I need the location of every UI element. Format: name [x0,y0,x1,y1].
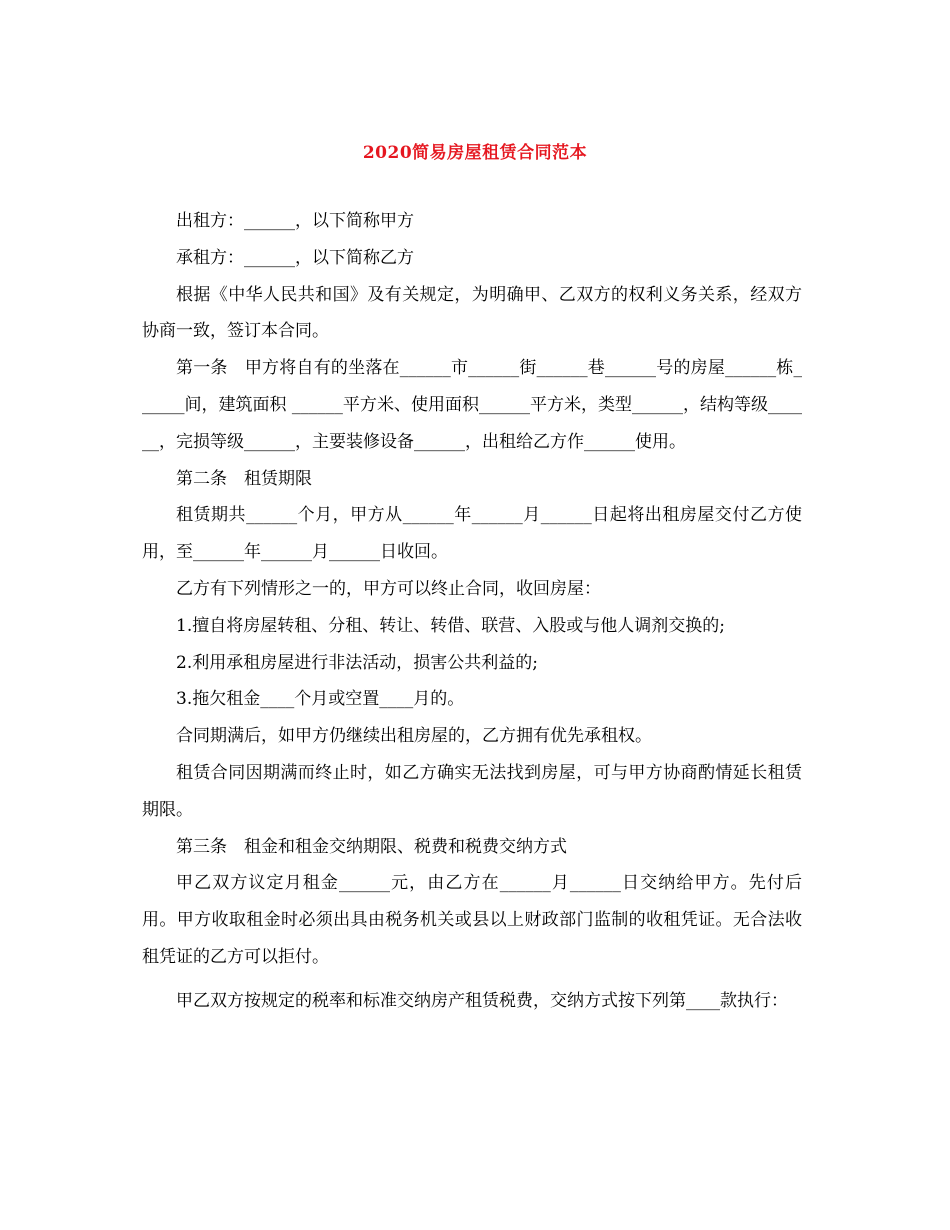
paragraph-condition-3: 3.拖欠租金____个月或空置____月的。 [176,689,465,710]
paragraph-article-2-heading: 第二条 租赁期限 [176,468,312,489]
document-body [142,203,802,1020]
document-title: 2020简易房屋租赁合同范本 [362,143,588,163]
paragraph-condition-1: 1.擅自将房屋转租、分租、转让、转借、联营、入股或与他人调剂交换的; [176,615,725,636]
paragraph-article-1: 第一条 甲方将自有的坐落在______市______街______巷______号的房屋______栋______间，建筑面积 ______平方米、使用面积______平方米，类型______，结构等级______，完损等级______，主要装修设备______，出租给乙方作______使用。 [142,358,802,452]
paragraph-extension: 租赁合同因期满而终止时，如乙方确实无法找到房屋，可与甲方协商酌情延长租赁期限。 [142,762,802,820]
paragraph-condition-2: 2.利用承租房屋进行非法活动，损害公共利益的; [176,652,538,673]
paragraph-lessor: 出租方：______，以下简称甲方 [176,211,414,231]
paragraph-lessee: 承租方：______，以下简称乙方 [176,247,414,268]
paragraph-preamble: 根据《中华人民共和国》及有关规定，为明确甲、乙双方的权利义务关系，经双方协商一致，签订本合同。 [142,284,802,342]
paragraph-termination-conditions: 乙方有下列情形之一的，甲方可以终止合同，收回房屋： [176,578,601,599]
paragraph-priority-right: 合同期满后，如甲方仍继续出租房屋的，乙方拥有优先承租权。 [176,726,652,747]
paragraph-article-3-heading: 第三条 租金和租金交纳期限、税费和税费交纳方式 [176,836,567,857]
paragraph-rent-payment: 甲乙双方议定月租金______元，由乙方在______月______日交纳给甲方。先付后用。甲方收取租金时必须出具由税务机关或县以上财政部门监制的收租凭证。无合法收租凭证的乙方可以拒付。 [142,873,802,967]
paragraph-tax-payment: 甲乙双方按规定的税率和标准交纳房产租赁税费，交纳方式按下列第____款执行： [176,990,788,1011]
paragraph-lease-term: 租赁期共______个月，甲方从______年______月______日起将出租房屋交付乙方使用，至______年______月______日收回。 [142,505,802,563]
